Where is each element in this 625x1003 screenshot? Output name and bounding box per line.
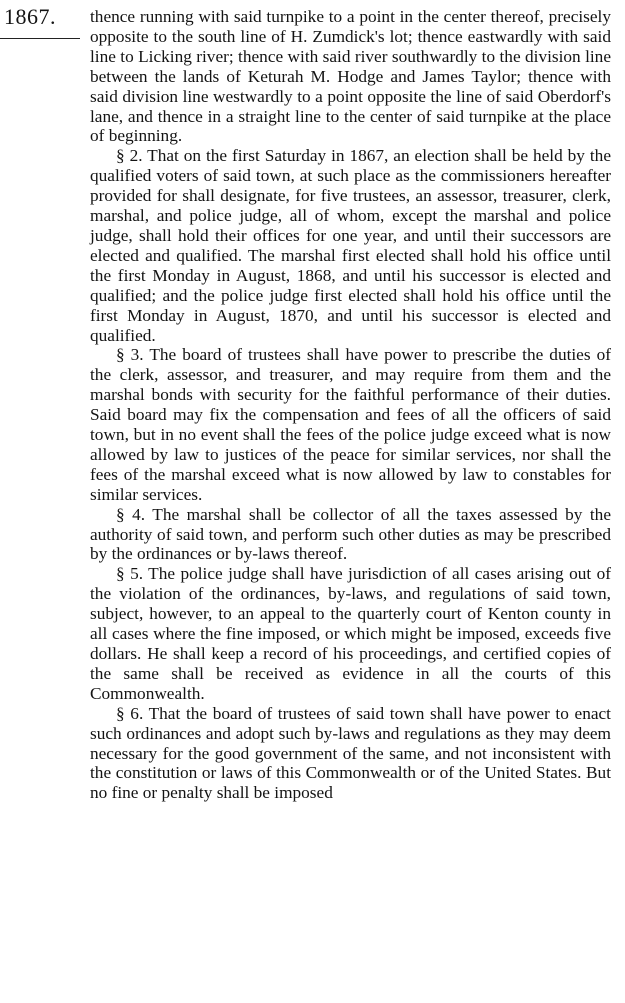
- section-5-paragraph: § 5. The police judge shall have jurisdiction of all cases arising out of the violation of the ordinances, by-laws, and regulations of said town, subject, however, to an appeal to the quarterly court of Kenton county in all cases where the fine imposed, or which might be imposed, exceeds five dollars. He shall keep a record of his proceedings, and certified copies of the same shall be received as evidence in all the courts of this Commonwealth.: [90, 564, 611, 703]
- margin-rule: [0, 38, 80, 39]
- paragraph-continuation: thence running with said turnpike to a point in the center thereof, precisely opposite to the south line of H. Zumdick's lot; thence eastwardly with said line to Licking river; thence with said river southwardly to the division line between the lands of Keturah M. Hodge and James Taylor; thence with said division line westwardly to a point opposite the line of said Oberdorf's lane, and thence in a straight line to the center of said turnpike at the place of beginning.: [90, 7, 611, 146]
- statute-text: [90, 7, 611, 803]
- section-2-paragraph: § 2. That on the first Saturday in 1867, an election shall be held by the qualified voters of said town, at such place as the commissioners hereafter provided for shall designate, for five trustees, an assessor, treasurer, clerk, marshal, and police judge, all of whom, except the marshal and police judge, shall hold their offices for one year, and until their successors are elected and qualified. The marshal first elected shall hold his office until the first Monday in August, 1868, and until his successor is elected and qualified; and the police judge first elected shall hold his office until the first Monday in August, 1870, and until his successor is elected and qualified.: [90, 146, 611, 345]
- margin-year: 1867.: [4, 4, 56, 29]
- section-3-paragraph: § 3. The board of trustees shall have power to prescribe the duties of the clerk, assessor, and treasurer, and may require from them and the marshal bonds with security for the faithful performance of their duties. Said board may fix the compensation and fees of all the officers of said town, but in no event shall the fees of the police judge exceed what is now allowed by law to justices of the peace for similar services, nor shall the fees of the marshal exceed what is now allowed by law to constables for similar services.: [90, 345, 611, 504]
- section-6-paragraph: § 6. That the board of trustees of said town shall have power to enact such ordinances and adopt such by-laws and regulations as they may deem necessary for the good government of the same, and not inconsistent with the constitution or laws of this Commonwealth or of the United States. But no fine or penalty shall be imposed: [90, 703, 611, 803]
- section-4-paragraph: § 4. The marshal shall be collector of all the taxes assessed by the authority of said town, and perform such other duties as may be prescribed by the ordinances or by-laws thereof.: [90, 504, 611, 564]
